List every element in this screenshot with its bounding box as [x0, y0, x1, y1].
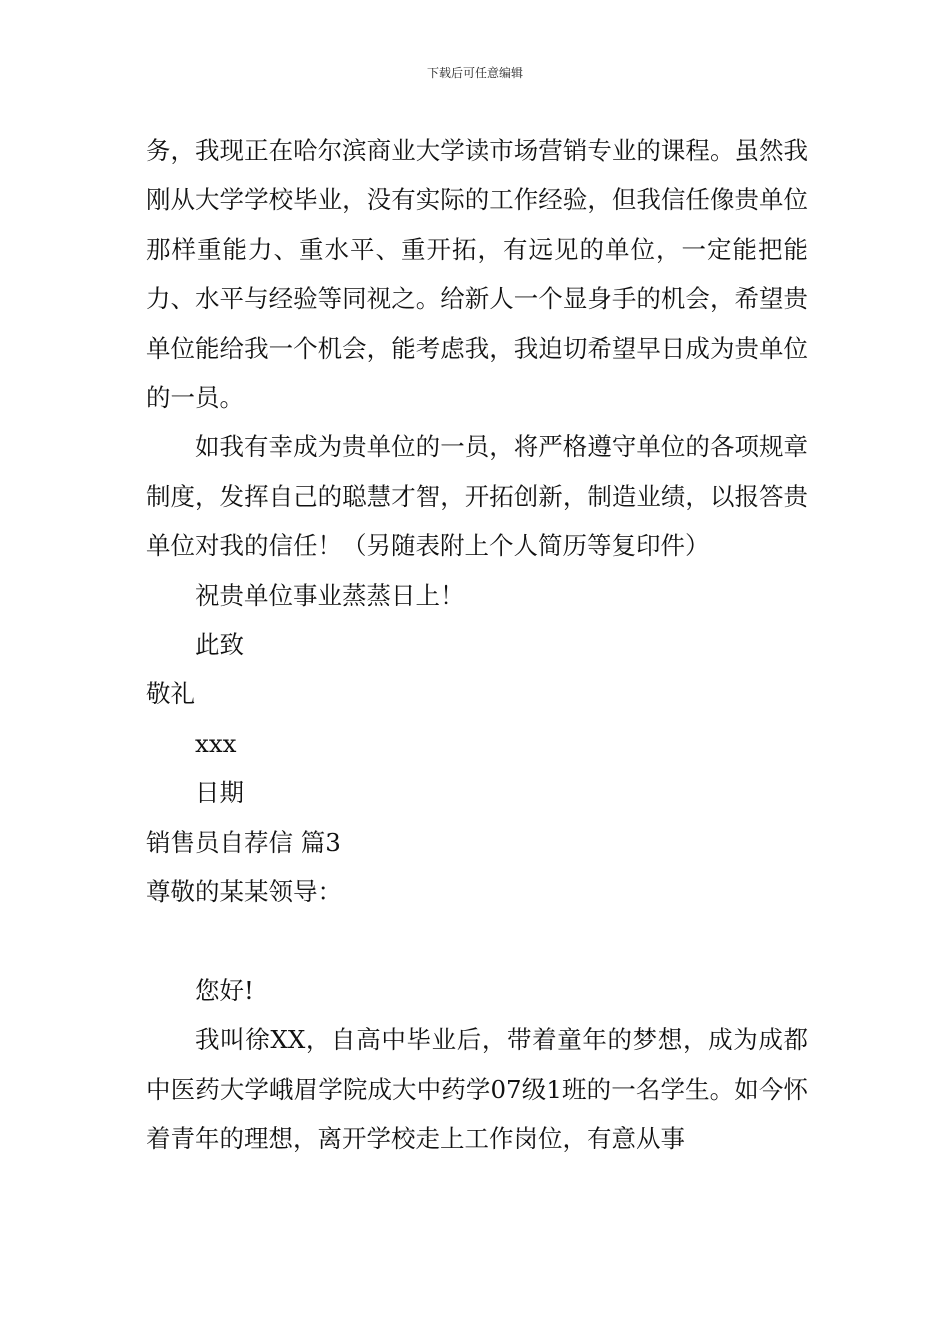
signature: xxx	[195, 728, 237, 758]
paragraph-commitment: 如我有幸成为贵单位的一员，将严格遵守单位的各项规章制度，发挥自己的聪慧才智，开拓创新，制造业绩，以报答贵单位对我的信任！（另随表附上个人简历等复印件）	[146, 432, 808, 561]
date-line: 日期	[195, 778, 244, 808]
paragraph-intro: 我叫徐XX，自高中毕业后，带着童年的梦想，成为成都中医药大学峨眉学院成大中药学07级1班的一名学生。如今怀着青年的理想，离开学校走上工作岗位，有意从事	[146, 1025, 808, 1154]
salutation: 尊敬的某某领导：	[146, 877, 342, 907]
closing-line-1: 此致	[195, 630, 244, 660]
blank-line	[146, 917, 808, 966]
wish-line: 祝贵单位事业蒸蒸日上！	[195, 580, 465, 610]
paragraph-continuation: 务，我现正在哈尔滨商业大学读市场营销专业的课程。虽然我刚从大学学校毕业，没有实际的工作经验，但我信任像贵单位那样重能力、重水平、重开拓，有远见的单位，一定能把能力、水平与经验等同视之。给新人一个显身手的机会，希望贵单位能给我一个机会，能考虑我，我迫切希望早日成为贵单位的一员。	[146, 136, 808, 413]
section-title: 销售员自荐信 篇3	[146, 827, 341, 857]
closing-line-2: 敬礼	[146, 679, 195, 709]
page-header-note: 下载后可任意编辑	[426, 66, 523, 80]
document-body	[146, 126, 808, 1164]
greeting: 您好!	[195, 975, 254, 1005]
